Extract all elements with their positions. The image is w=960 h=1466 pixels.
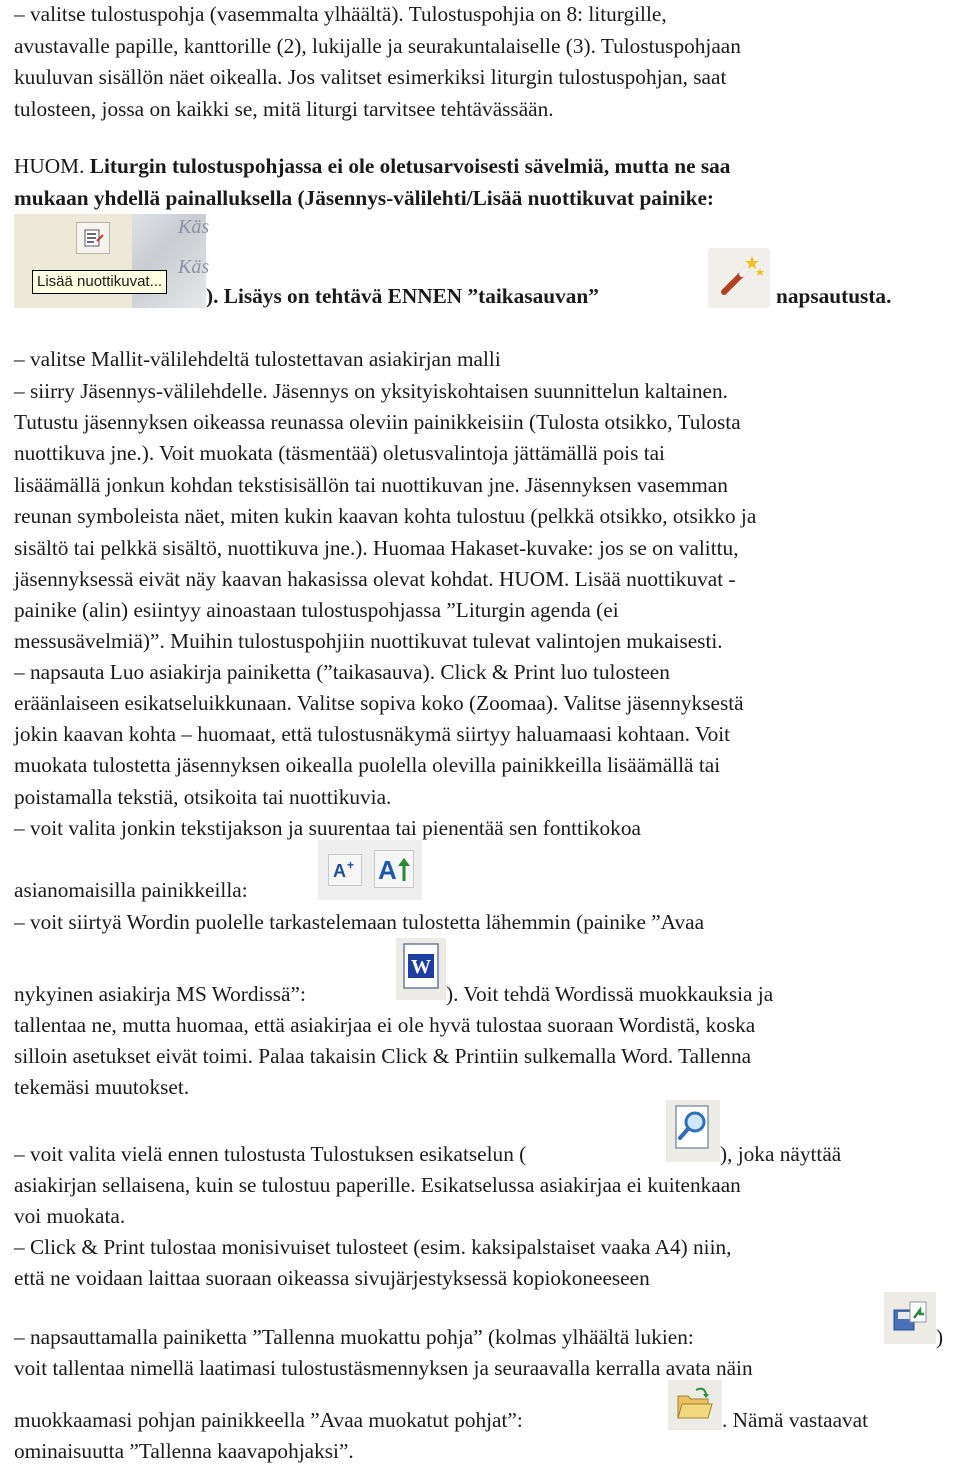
toolbar-screenshot — [14, 214, 210, 308]
open-templates-button[interactable] — [668, 1380, 722, 1430]
text-line: kuuluvan sisällön näet oikealla. Jos valitset esimerkiksi liturgin tulostuspohjan, saat — [14, 65, 727, 89]
huom-line-3b: napsautusta. — [776, 284, 892, 308]
huom-line-3a: ). Lisäys on tehtävä ENNEN ”taikasauvan” — [206, 284, 599, 308]
magnifier-icon — [666, 1100, 720, 1162]
font-increase-icon — [329, 855, 361, 885]
text-line: voit tallentaa nimellä laatimasi tulostustäsmennyksen ja seuraavalla kerralla avata näin — [14, 1356, 753, 1380]
svg-text:A: A — [378, 855, 397, 885]
increase-font-button[interactable] — [328, 854, 362, 886]
text-line: tallentaa ne, mutta huomaa, että asiakirjaa ei ole hyvä tulostaa suoraan Wordistä, koska — [14, 1013, 756, 1037]
text-line: että ne voidaan laittaa suoraan oikeassa sivujärjestyksessä kopiokoneeseen — [14, 1266, 650, 1290]
text-line: ), joka näyttää — [720, 1142, 842, 1166]
font-grow-icon — [375, 851, 413, 887]
save-template-button[interactable] — [884, 1292, 936, 1344]
open-folder-icon — [668, 1380, 722, 1430]
magic-wand-button[interactable] — [708, 248, 770, 308]
text-line: muokkaamasi pohjan painikkeella ”Avaa muokatut pohjat”: — [14, 1408, 523, 1432]
text-line: tulosteen, jossa on kaikki se, mitä liturgi tarvitsee tehtävässään. — [14, 97, 554, 121]
text-line: asiakirjan sellaisena, kuin se tulostuu paperille. Esikatselussa asiakirjaa ei kuitenkaan — [14, 1173, 741, 1197]
text-line: ominaisuutta ”Tallenna kaavapohjaksi”. — [14, 1439, 354, 1463]
huom-line-2: mukaan yhdellä painalluksella (Jäsennys-välilehti/Lisää nuottikuvat painike: — [14, 186, 715, 210]
huom-bold-text: Liturgin tulostuspohjassa ei ole oletusarvoisesti sävelmiä, mutta ne saa — [89, 154, 731, 178]
huom-prefix: HUOM. — [14, 154, 90, 178]
text-line: painike (alin) esiintyy ainoastaan tulostuspohjassa ”Liturgin agenda (ei — [14, 598, 619, 622]
text-line: messusävelmiä)”. Muihin tulostuspohjiin nuottikuvat tulevat valintojen mukaisesti. — [14, 629, 723, 653]
open-in-word-button[interactable] — [396, 938, 446, 1000]
text-line: reunan symboleista näet, miten kukin kaavan kohta tulostuu (pelkkä otsikko, otsikko ja — [14, 504, 757, 528]
text-line: jäsennyksessä eivät näy kaavan hakasissa olevat kohdat. HUOM. Lisää nuottikuvat - — [14, 567, 736, 591]
text-line: silloin asetukset eivät toimi. Palaa takaisin Click & Printiin sulkemalla Word. Tallenna — [14, 1044, 752, 1068]
text-line: tekemäsi muutokset. — [14, 1075, 190, 1099]
svg-text:W: W — [411, 956, 431, 978]
text-line: lisäämällä jonkun kohdan tekstisisällön tai nuottikuvan jne. Jäsennyksen vasemman — [14, 473, 728, 497]
text-line: – valitse Mallit-välilehdeltä tulostettavan asiakirjan malli — [14, 347, 501, 371]
grow-font-button[interactable] — [374, 850, 414, 888]
text-line: poistamalla tekstiä, otsikoita tai nuottikuvia. — [14, 785, 392, 809]
svg-text:+: + — [347, 858, 355, 872]
text-line: – napsauttamalla painiketta ”Tallenna muokattu pohja” (kolmas ylhäältä lukien: — [14, 1325, 694, 1349]
svg-text:A: A — [333, 861, 346, 881]
text-line: voi muokata. — [14, 1204, 126, 1228]
huom-line-1 — [14, 154, 730, 178]
save-template-icon — [884, 1292, 936, 1344]
text-line: nuottikuva jne.). Voit muokata (täsmentää) oletusvalintoja jättämällä pois tai — [14, 441, 665, 465]
print-preview-button[interactable] — [666, 1100, 720, 1162]
text-line: Tutustu jäsennyksen oikeassa reunassa oleviin painikkeisiin (Tulosta otsikko, Tulosta — [14, 410, 741, 434]
text-line: – voit valita jonkin tekstijakson ja suurentaa tai pienentää sen fonttikokoa — [14, 816, 641, 840]
font-size-buttons — [318, 840, 422, 900]
text-line: avustavalle papille, kanttorille (2), lukijalle ja seurakuntalaiselle (3). Tulostuspohjaan — [14, 34, 741, 58]
faded-label: Käs — [178, 216, 210, 238]
faded-label: Käs — [178, 256, 210, 278]
tooltip: Lisää nuottikuvat... — [32, 270, 167, 294]
text-line: ). Voit tehdä Wordissä muokkauksia ja — [446, 982, 774, 1006]
text-line: – Click & Print tulostaa monisivuiset tulosteet (esim. kaksipalstaiset vaaka A4) niin, — [14, 1235, 732, 1259]
toolbar-button[interactable] — [76, 222, 110, 254]
text-line: – valitse tulostuspohja (vasemmalta ylhäältä). Tulostuspohjia on 8: liturgille, — [14, 2, 667, 26]
text-line: – voit siirtyä Wordin puolelle tarkastelemaan tulostetta lähemmin (painike ”Avaa — [14, 910, 705, 934]
list-icon — [77, 223, 109, 253]
text-line: . Nämä vastaavat — [722, 1408, 869, 1432]
text-line: – voit valita vielä ennen tulostusta Tulostuksen esikatselun ( — [14, 1142, 527, 1166]
text-line: – siirry Jäsennys-välilehdelle. Jäsennys on yksityiskohtaisen suunnittelun kaltainen. — [14, 379, 728, 403]
text-line: muokata tulostetta jäsennyksen oikealla puolella olevilla painikkeilla lisäämällä tai — [14, 753, 721, 777]
text-line: eräänlaiseen esikatseluikkunaan. Valitse sopiva koko (Zoomaa). Valitse jäsennyksestä — [14, 691, 744, 715]
text-line: sisältö tai pelkkä sisältö, nuottikuva jne.). Huomaa Hakaset-kuvake: jos se on valittu, — [14, 536, 739, 560]
text-line: jokin kaavan kohta – huomaat, että tulostusnäkymä siirtyy haluamaasi kohtaan. Voit — [14, 722, 731, 746]
magic-wand-icon — [708, 248, 770, 308]
text-line: asianomaisilla painikkeilla: — [14, 878, 248, 902]
text-line: ) — [936, 1325, 944, 1349]
word-icon — [396, 938, 446, 1000]
text-line: nykyinen asiakirja MS Wordissä”: — [14, 982, 306, 1006]
text-line: – napsauta Luo asiakirja painiketta (”taikasauva). Click & Print luo tulosteen — [14, 660, 670, 684]
